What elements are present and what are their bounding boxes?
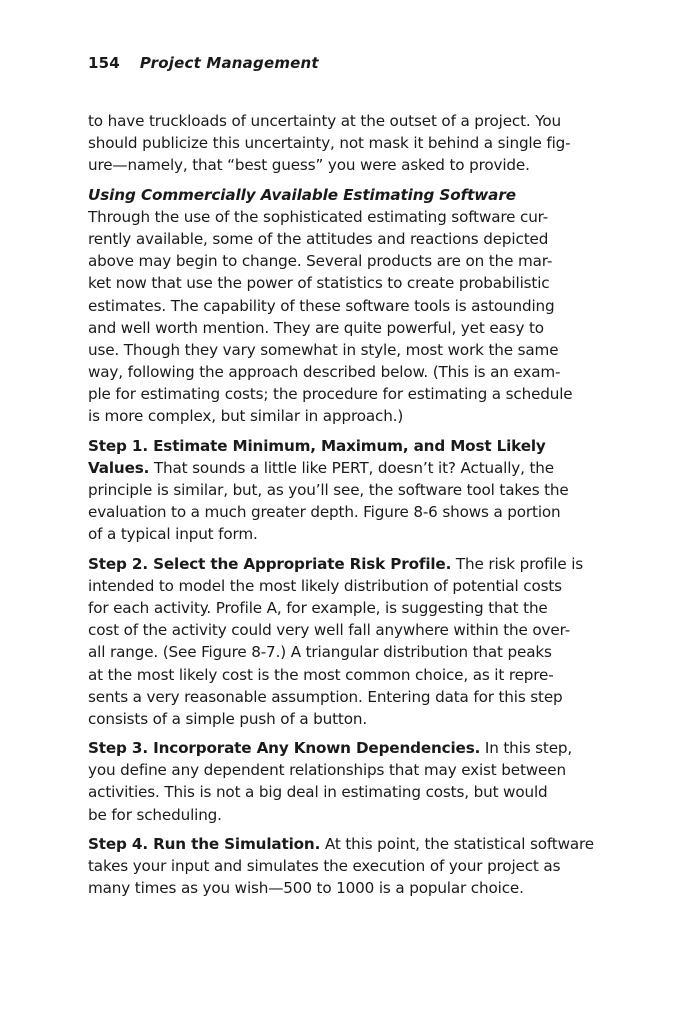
text-line: at the most likely cost is the most common choice, as it repre- <box>88 665 554 684</box>
text-line: of a typical input form. <box>88 525 258 544</box>
step-2 <box>88 553 606 731</box>
text-line: use. Though they vary somewhat in style, most work the same <box>88 340 559 359</box>
section-heading: Using Commercially Available Estimating Software <box>88 185 516 204</box>
step-3 <box>88 737 606 826</box>
step-4 <box>88 833 606 900</box>
text-line: rently available, some of the attitudes and reactions depicted <box>88 229 549 248</box>
text-line: estimates. The capability of these software tools is astounding <box>88 296 555 315</box>
text-line: ket now that use the power of statistics to create probabilistic <box>88 274 550 293</box>
text-line: you define any dependent relationships that may exist between <box>88 761 566 780</box>
text-line: takes your input and simulates the execution of your project as <box>88 857 561 875</box>
text-line: to have truckloads of uncertainty at the outset of a project. You <box>88 112 562 130</box>
text-line: intended to model the most likely distribution of potential costs <box>88 576 562 595</box>
section <box>88 184 606 428</box>
text-line: In this step, <box>480 739 573 758</box>
text-line: Through the use of the sophisticated estimating software cur- <box>88 207 549 226</box>
step-1 <box>88 435 606 546</box>
text-line: evaluation to a much greater depth. Figure 8-6 shows a portion <box>88 503 561 522</box>
page-number: 154 <box>88 54 120 72</box>
step-label: Step 4. Run the Simulation. <box>88 834 321 853</box>
text-line: many times as you wish—500 to 1000 is a popular choice. <box>88 879 524 898</box>
text-line: way, following the approach described below. (This is an exam- <box>88 363 561 382</box>
step-label: Values. <box>88 458 150 477</box>
text-line: for each activity. Profile A, for example, is suggesting that the <box>88 598 548 617</box>
step-label: Step 2. Select the Appropriate Risk Profile. <box>88 554 452 573</box>
text-line: activities. This is not a big deal in estimating costs, but would <box>88 783 548 802</box>
text-line: should publicize this uncertainty, not mask it behind a single fig- <box>88 134 571 153</box>
text-line: ure—namely, that “best guess” you were asked to provide. <box>88 156 530 175</box>
text-line: principle is similar, but, as you’ll see, the software tool takes the <box>88 481 569 499</box>
text-line: above may begin to change. Several products are on the mar- <box>88 252 553 271</box>
text-line: The risk profile is <box>451 554 584 573</box>
text-line: ple for estimating costs; the procedure for estimating a schedule <box>88 385 573 404</box>
step-label: Step 3. Incorporate Any Known Dependencies. <box>88 739 481 758</box>
body-text <box>88 110 606 899</box>
intro-paragraph <box>88 110 606 177</box>
text-line: At this point, the statistical software <box>320 834 594 853</box>
text-line: That sounds a little like PERT, doesn’t it? Actually, the <box>149 458 554 477</box>
text-line: cost of the activity could very well fall anywhere within the over- <box>88 621 571 640</box>
text-line: all range. (See Figure 8-7.) A triangular distribution that peaks <box>88 643 552 662</box>
text-line: be for scheduling. <box>88 805 222 824</box>
step-label: Step 1. Estimate Minimum, Maximum, and Most Likely <box>88 436 546 455</box>
text-line: is more complex, but similar in approach.) <box>88 407 404 426</box>
text-line: consists of a simple push of a button. <box>88 709 368 728</box>
book-title: Project Management <box>139 54 319 72</box>
text-line: sents a very reasonable assumption. Entering data for this step <box>88 687 563 706</box>
text-line: and well worth mention. They are quite powerful, yet easy to <box>88 318 544 337</box>
running-head <box>88 54 319 72</box>
